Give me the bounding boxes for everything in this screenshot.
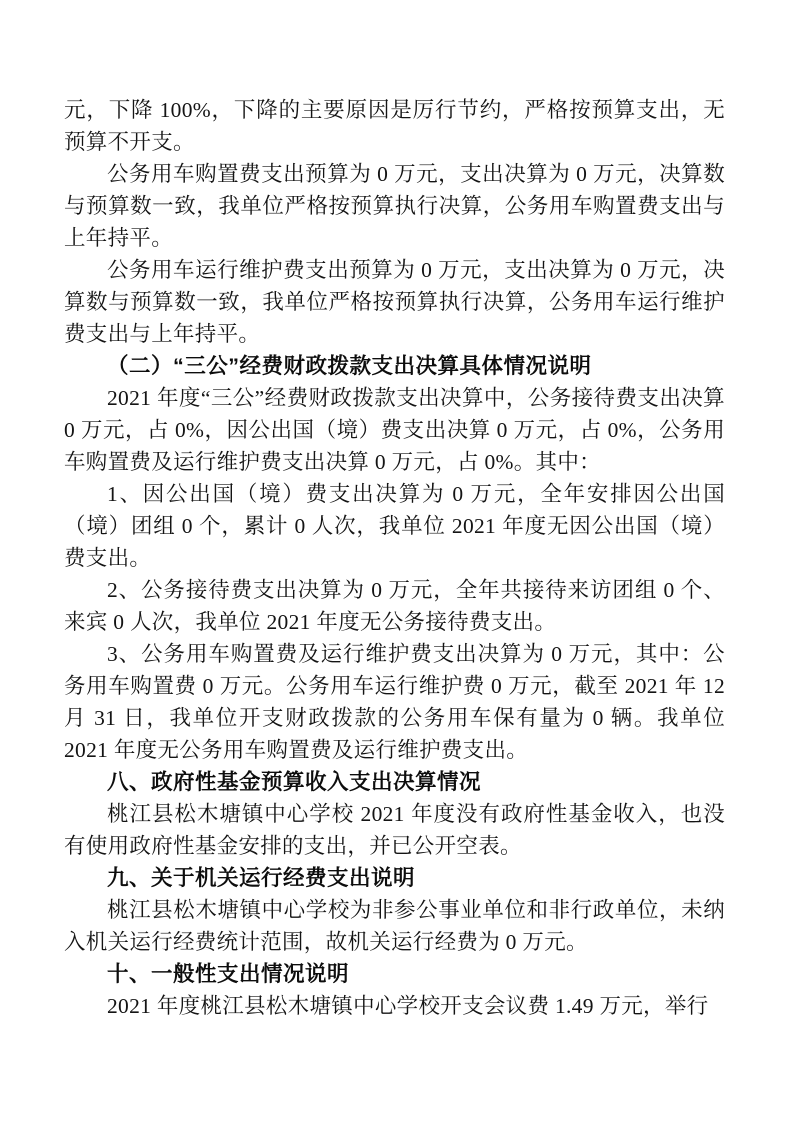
section-heading: 十、一般性支出情况说明 bbox=[107, 962, 350, 986]
paragraph: 1、因公出国（境）费支出决算为 0 万元，全年安排因公出国（境）团组 0 个，累计 0 人次，我单位 2021 年度无因公出国（境）费支出。 bbox=[64, 482, 725, 570]
section-heading: 九、关于机关运行经费支出说明 bbox=[107, 866, 416, 890]
paragraph: 2021 年度桃江县松木塘镇中心学校开支会议费 1.49 万元，举行 bbox=[107, 994, 709, 1018]
paragraph: 桃江县松木塘镇中心学校为非参公事业单位和非行政单位，未纳入机关运行经费统计范围，故机关运行经费为 0 万元。 bbox=[64, 898, 725, 954]
paragraph: 公务用车购置费支出预算为 0 万元，支出决算为 0 万元，决算数与预算数一致，我单位严格按预算执行决算，公务用车购置费支出与上年持平。 bbox=[64, 162, 725, 250]
paragraph: 2021 年度“三公”经费财政拨款支出决算中，公务接待费支出决算 0 万元，占 0%，因公出国（境）费支出决算 0 万元，占 0%，公务用车购置费及运行维护费支出决算 0 万元，占 0%。其中： bbox=[64, 386, 725, 474]
paragraph: 3、公务用车购置费及运行维护费支出决算为 0 万元，其中：公务用车购置费 0 万元。公务用车运行维护费 0 万元，截至 2021 年 12 月 31 日，我单位开支财政拨款的公务用车保有量为 0 辆。我单位 2021 年度无公务用车购置费及运行维护费支出。 bbox=[64, 642, 725, 762]
section-heading: 八、政府性基金预算收入支出决算情况 bbox=[107, 770, 482, 794]
paragraph: 公务用车运行维护费支出预算为 0 万元，支出决算为 0 万元，决算数与预算数一致，我单位严格按预算执行决算，公务用车运行维护费支出与上年持平。 bbox=[64, 258, 725, 346]
section-heading: （二）“三公”经费财政拨款支出决算具体情况说明 bbox=[107, 354, 592, 378]
document-body bbox=[64, 94, 725, 1022]
paragraph: 2、公务接待费支出决算为 0 万元，全年共接待来访团组 0 个、来宾 0 人次，我单位 2021 年度无公务接待费支出。 bbox=[64, 578, 725, 634]
paragraph: 元，下降 100%，下降的主要原因是厉行节约，严格按预算支出，无预算不开支。 bbox=[64, 98, 725, 154]
paragraph: 桃江县松木塘镇中心学校 2021 年度没有政府性基金收入，也没有使用政府性基金安排的支出，并已公开空表。 bbox=[64, 802, 725, 858]
